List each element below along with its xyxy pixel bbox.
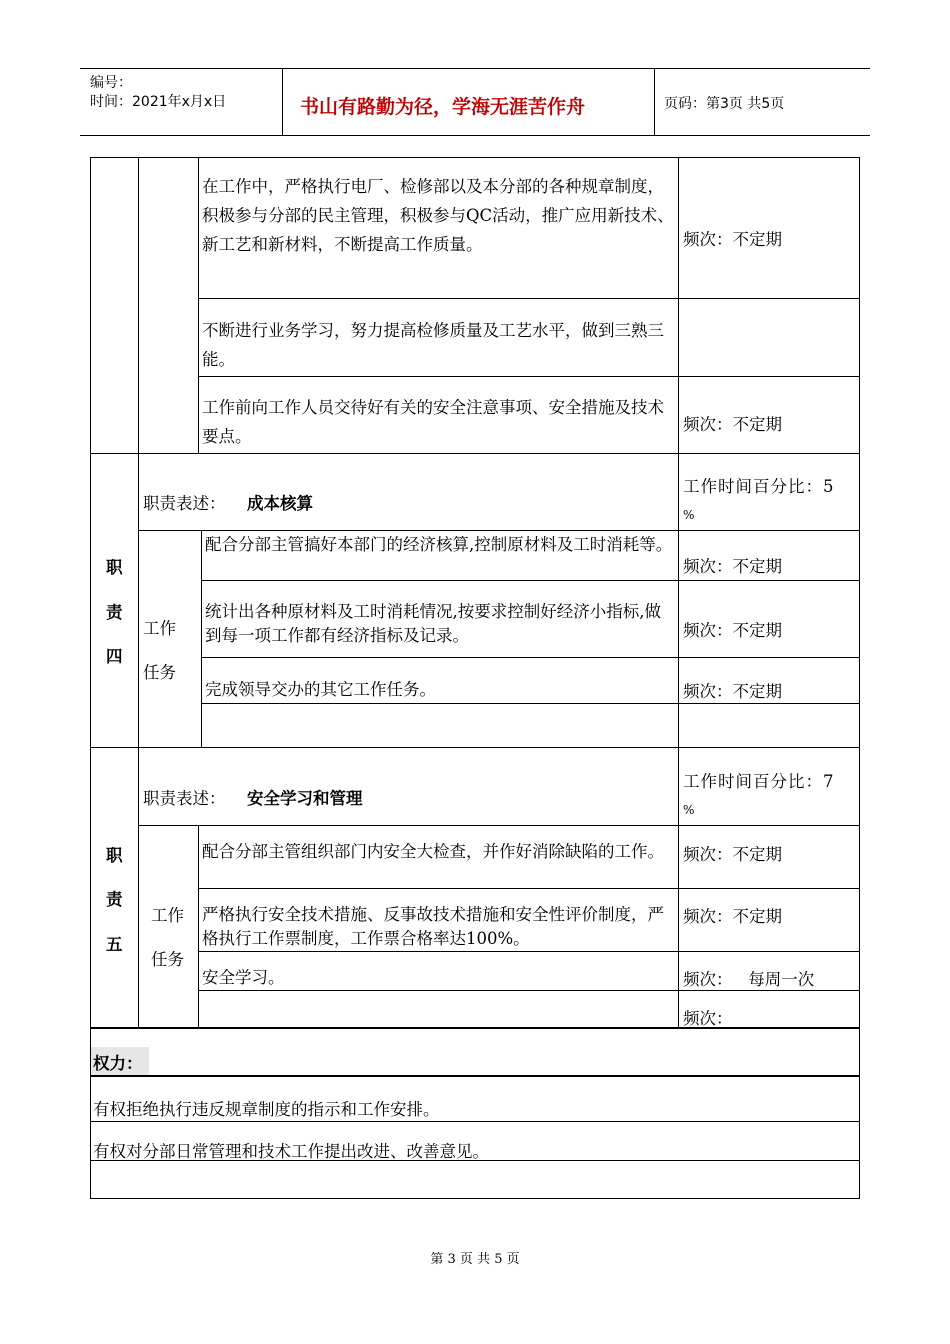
duty4-desc-label: 职责表述：: [143, 494, 226, 513]
task-cell: 安全学习。: [202, 968, 285, 987]
task-cell: 配合分部主管组织部门内安全大检查，并作好消除缺陷的工作。: [202, 842, 664, 861]
frequency-cell: 频次：不定期: [683, 907, 782, 926]
duty5-desc-label: 职责表述：: [143, 789, 226, 808]
frequency-cell: 频次：不定期: [683, 557, 782, 576]
header-top-rule: [80, 68, 870, 69]
doc-time-label: 时间：2021年x月x日: [90, 94, 227, 110]
task-cell: 工作前向工作人员交待好有关的安全注意事项、安全措施及技术要点。: [202, 398, 664, 446]
duty5-time-percent: 工作时间百分比：7: [683, 772, 835, 791]
duty4-label-char: 四: [106, 647, 123, 666]
header-divider-1: [282, 68, 283, 135]
task-cell: 严格执行安全技术措施、反事故技术措施和安全性评价制度，严格执行工作票制度，工作票合格率达100%。: [202, 905, 664, 948]
duty4-label-char: 责: [106, 603, 123, 622]
authority-item: 有权对分部日常管理和技术工作提出改进、改善意见。: [93, 1142, 489, 1161]
task-cell: 统计出各种原材料及工时消耗情况,按要求控制好经济小指标,做到每一项工作都有经济指标及记录。: [205, 602, 661, 645]
frequency-cell: 频次：不定期: [683, 230, 782, 249]
duty4-task-label: 工作: [143, 619, 176, 638]
task-cell: 配合分部主管搞好本部门的经济核算,控制原材料及工时消耗等。: [205, 535, 673, 554]
frequency-cell: 频次：不定期: [683, 415, 782, 434]
frequency-cell: 频次：不定期: [683, 621, 782, 640]
duty5-desc-title: 安全学习和管理: [247, 789, 363, 808]
duty5-label-char: 五: [106, 935, 123, 954]
duty4-task-label: 任务: [143, 663, 176, 682]
duty5-label-char: 责: [106, 890, 123, 909]
doc-code-label: 编号：: [90, 75, 132, 91]
header-page-info: 页码：第3页 共5页: [664, 96, 785, 112]
duty4-label-char: 职: [106, 558, 123, 577]
task-cell: 完成领导交办的其它工作任务。: [205, 680, 436, 699]
header-bottom-rule: [80, 135, 870, 136]
task-cell: 在工作中，严格执行电厂、检修部以及本分部的各种规章制度，积极参与分部的民主管理，积极参与QC活动，推广应用新技术、新工艺和新材料，不断提高工作质量。: [202, 177, 674, 254]
frequency-cell: 频次：: [683, 1009, 733, 1028]
frequency-cell: 频次： 每周一次: [683, 970, 815, 989]
duty5-task-label: 任务: [151, 950, 184, 969]
duty4-desc-title: 成本核算: [247, 494, 313, 513]
frequency-cell: 频次：不定期: [683, 845, 782, 864]
frequency-cell: 频次：不定期: [683, 682, 782, 701]
header-motto: 书山有路勤为径，学海无涯苦作舟: [300, 96, 586, 118]
header-divider-2: [654, 68, 655, 135]
task-cell: 不断进行业务学习，努力提高检修质量及工艺水平，做到三熟三能。: [202, 321, 664, 369]
duty4-time-percent: 工作时间百分比：5: [683, 477, 835, 496]
authority-item: 有权拒绝执行违反规章制度的指示和工作安排。: [93, 1100, 440, 1119]
page-footer: 第 3 页 共 5 页: [430, 1252, 520, 1267]
duty5-time-percent-unit: %: [683, 803, 695, 817]
authority-title: 权力：: [93, 1054, 143, 1073]
duty4-time-percent-unit: %: [683, 508, 695, 522]
duty5-task-label: 工作: [151, 906, 184, 925]
duty5-label-char: 职: [106, 846, 123, 865]
